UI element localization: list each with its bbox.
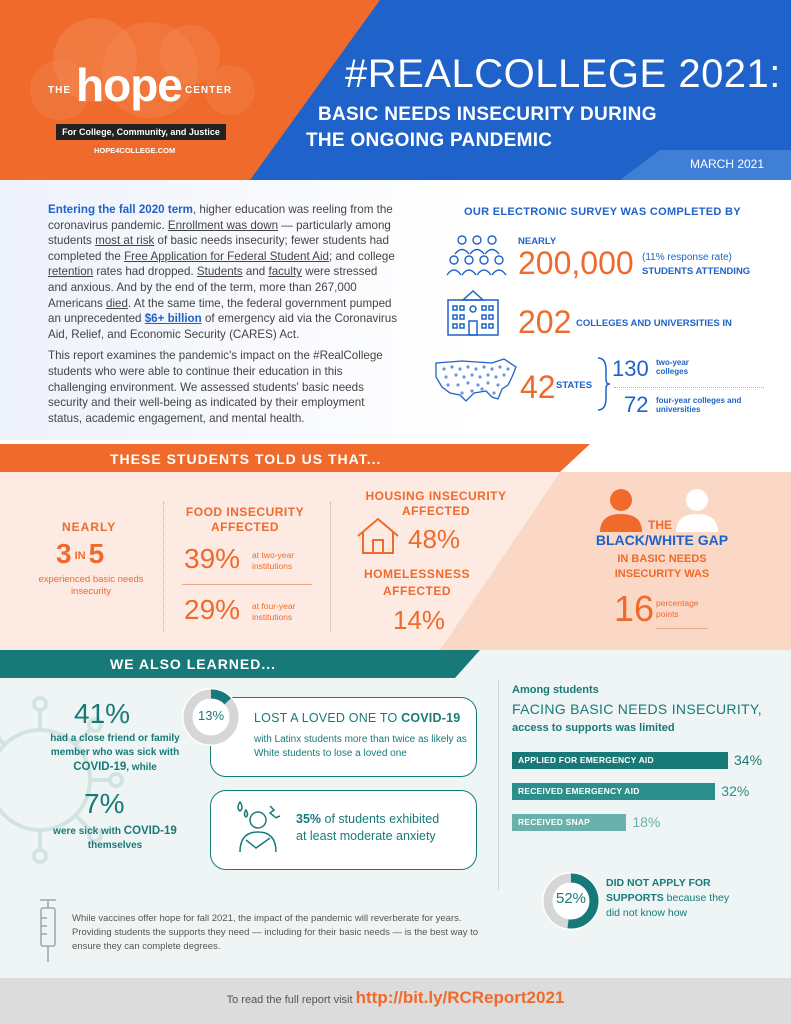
faculty-link[interactable]: faculty <box>268 265 302 279</box>
gap-underline <box>656 628 708 629</box>
intro-text-part: of basic needs insecurity; fewer students had completed the <box>48 234 389 263</box>
loss-text: with Latinx students more than twice as likely as White students to lose a loved one <box>254 734 467 759</box>
states-label: STATES <box>556 380 593 391</box>
logo-center: CENTER <box>185 85 233 96</box>
supports-among: Among students <box>512 684 599 696</box>
students-nearly: NEARLY <box>518 236 557 247</box>
covid-label: COVID-19 <box>73 761 127 773</box>
map-dots <box>442 365 509 394</box>
intro-paragraph-2: This report examines the pandemic's impact on the #RealCollege students who were able to continue their education in this challenging environment. We assessed students' basic needs security and their well-being as indicated by their employment status, academic engagement, and mental health. <box>48 349 383 425</box>
sick-text-part: themselves <box>87 840 143 851</box>
syringe-icon <box>30 896 66 966</box>
food-divider <box>182 584 312 585</box>
vaccine-text: While vaccines offer hope for fall 2021, the impact of the pandemic will reverberate for years. Providing students the supports they need — including for their basic needs — is the best way to ensure they can complete degrees. <box>72 913 479 952</box>
ratio-in: IN <box>74 549 86 562</box>
friend-text-part: , while <box>126 762 157 773</box>
food-four-year-pct: 29% <box>184 594 241 625</box>
learned-heading: WE ALSO LEARNED... <box>110 656 277 672</box>
states-count: 42 <box>520 369 556 405</box>
ratio-caption: experienced basic needs insecurity <box>38 574 144 597</box>
anxiety-pct: 35% <box>296 812 322 826</box>
sick-text-part: were sick with <box>53 826 124 837</box>
colleges-count: 202 <box>518 304 572 340</box>
loss-title-part: LOST A LOVED ONE TO <box>254 711 402 725</box>
most-at-risk-link[interactable]: most at risk <box>95 234 155 248</box>
anxiety-person-icon <box>230 796 286 854</box>
food-heading: FOOD INSECURITY AFFECTED <box>185 505 305 534</box>
anxiety-text-part: of students exhibited <box>321 812 440 826</box>
intro-text-part: , higher education was reeling from the coronavirus pandemic. <box>48 203 393 232</box>
response-rate: (11% response rate) <box>642 252 732 263</box>
food-two-year-label: at two-year institutions <box>252 550 295 571</box>
four-year-label: four-year colleges and universities <box>656 396 742 414</box>
ratio <box>56 538 104 570</box>
subtitle-line-1: BASIC NEEDS INSECURITY DURING <box>318 104 657 125</box>
survey-heading: OUR ELECTRONIC SURVEY WAS COMPLETED BY <box>464 206 741 218</box>
died-link[interactable]: died <box>106 296 128 310</box>
bar-row <box>512 814 772 834</box>
homeless-pct: 14% <box>393 605 446 635</box>
enrollment-link[interactable]: Enrollment was down <box>167 218 279 232</box>
gap-title: BLACK/WHITE GAP <box>595 532 729 548</box>
gap-unit: percentage points <box>656 598 699 619</box>
page-title: #REALCOLLEGE 2021: <box>345 52 781 96</box>
college-building-icon <box>445 288 501 338</box>
food-two-year-pct: 39% <box>184 543 241 574</box>
bar: APPLIED FOR EMERGENCY AID <box>512 752 728 769</box>
friend-pct: 41% <box>74 698 131 729</box>
intro-text-part: rates had dropped. <box>93 265 197 279</box>
homeless-heading: HOMELESSNESS AFFECTED <box>363 567 471 598</box>
supports-heading: FACING BASIC NEEDS INSECURITY, <box>512 701 762 717</box>
bar-value-label: 18% <box>632 814 661 830</box>
retention-link[interactable]: retention <box>48 265 94 279</box>
ratio-nearly: NEARLY <box>62 520 117 534</box>
intro-text-part: . At the same time, the federal government pumped an unprecedented <box>48 296 392 326</box>
intro-text-part: were stressed and anxious. And by the end of the term, more than 267,000 Americans <box>48 265 378 310</box>
students-count: 200,000 <box>518 245 634 281</box>
divider-2 <box>330 502 331 632</box>
told-heading: THESE STUDENTS TOLD US THAT... <box>110 451 382 467</box>
not-apply-text <box>606 876 746 921</box>
intro-paragraph-1 <box>48 202 398 342</box>
footer-text <box>0 988 791 1008</box>
fafsa-link[interactable]: Free Application for Federal Student Aid <box>124 249 330 263</box>
not-apply-text-part: because they did not know how <box>606 892 730 919</box>
survey-divider <box>614 387 764 388</box>
friend-text-part: had a close friend or family member who was sick with <box>50 733 180 758</box>
two-year-label: two-year colleges <box>656 358 689 376</box>
report-link[interactable]: http://bit.ly/RCReport2021 <box>355 988 565 1007</box>
anxiety-line-2: at least moderate anxiety <box>296 829 436 843</box>
intro-text <box>48 202 398 432</box>
bar: RECEIVED EMERGENCY AID <box>512 783 715 800</box>
students-attending-label: STUDENTS ATTENDING <box>642 266 751 277</box>
intro-text-part: of emergency aid via the Coronavirus Aid, Relief, and Economic Security (CARES) Act. <box>48 312 397 341</box>
bar: RECEIVED SNAP <box>512 814 626 831</box>
supports-divider <box>498 680 499 890</box>
sick-pct: 7% <box>84 788 125 819</box>
states-brace <box>596 356 612 412</box>
friend-text <box>30 732 200 775</box>
header <box>0 0 791 180</box>
ratio-numerator: 3 <box>56 538 72 569</box>
bar-row <box>512 752 772 772</box>
divider-1 <box>163 502 164 632</box>
students-icon <box>442 232 512 278</box>
two-year-count: 130 <box>612 356 649 381</box>
gap-subtitle: IN BASIC NEEDS INSECURITY WAS <box>614 553 710 580</box>
gap-the: THE <box>648 518 672 532</box>
house-icon <box>356 516 400 556</box>
loss-pct: 13% <box>197 708 225 723</box>
bar-value-label: 34% <box>734 752 763 768</box>
bar-row <box>512 783 772 803</box>
subtitle-line-2: THE ONGOING PANDEMIC <box>306 130 553 151</box>
students-link[interactable]: Students <box>196 265 243 279</box>
intro-lead: Entering the fall 2020 term <box>48 203 193 216</box>
billion-link[interactable]: $6+ billion <box>144 312 202 326</box>
ratio-denominator: 5 <box>88 538 105 569</box>
supports-subtitle: access to supports was limited <box>512 722 675 734</box>
loss-title <box>254 711 460 725</box>
housing-pct: 48% <box>408 524 461 554</box>
four-year-count: 72 <box>624 392 649 417</box>
anxiety-line-1 <box>296 812 439 826</box>
intro-text-part: ; and college <box>329 249 395 263</box>
not-apply-text-bold: DID NOT APPLY FOR SUPPORTS <box>606 877 711 904</box>
report-date: MARCH 2021 <box>690 157 765 171</box>
website-link[interactable]: HOPE4COLLEGE.COM <box>94 146 176 155</box>
covid-label: COVID-19 <box>401 711 461 725</box>
logo-tagline: For College, Community, and Justice <box>56 124 226 140</box>
footer-label: To read the full report visit <box>226 994 356 1006</box>
not-apply-pct: 52% <box>555 890 587 907</box>
bar-value-label: 32% <box>721 783 750 799</box>
logo-hope: hope <box>76 59 182 111</box>
covid-label: COVID-19 <box>123 825 177 837</box>
gap-number: 16 <box>614 588 655 629</box>
us-map-icon <box>432 355 520 407</box>
colleges-label: COLLEGES AND UNIVERSITIES IN <box>576 318 732 329</box>
housing-heading: HOUSING INSECURITY AFFECTED <box>365 489 507 518</box>
intro-text-part: and <box>242 265 269 279</box>
logo-the: THE <box>48 85 71 96</box>
sick-text <box>30 824 200 853</box>
intro-text-part: — particularly among students <box>48 218 391 248</box>
food-four-year-label: at four-year institutions <box>252 601 296 622</box>
